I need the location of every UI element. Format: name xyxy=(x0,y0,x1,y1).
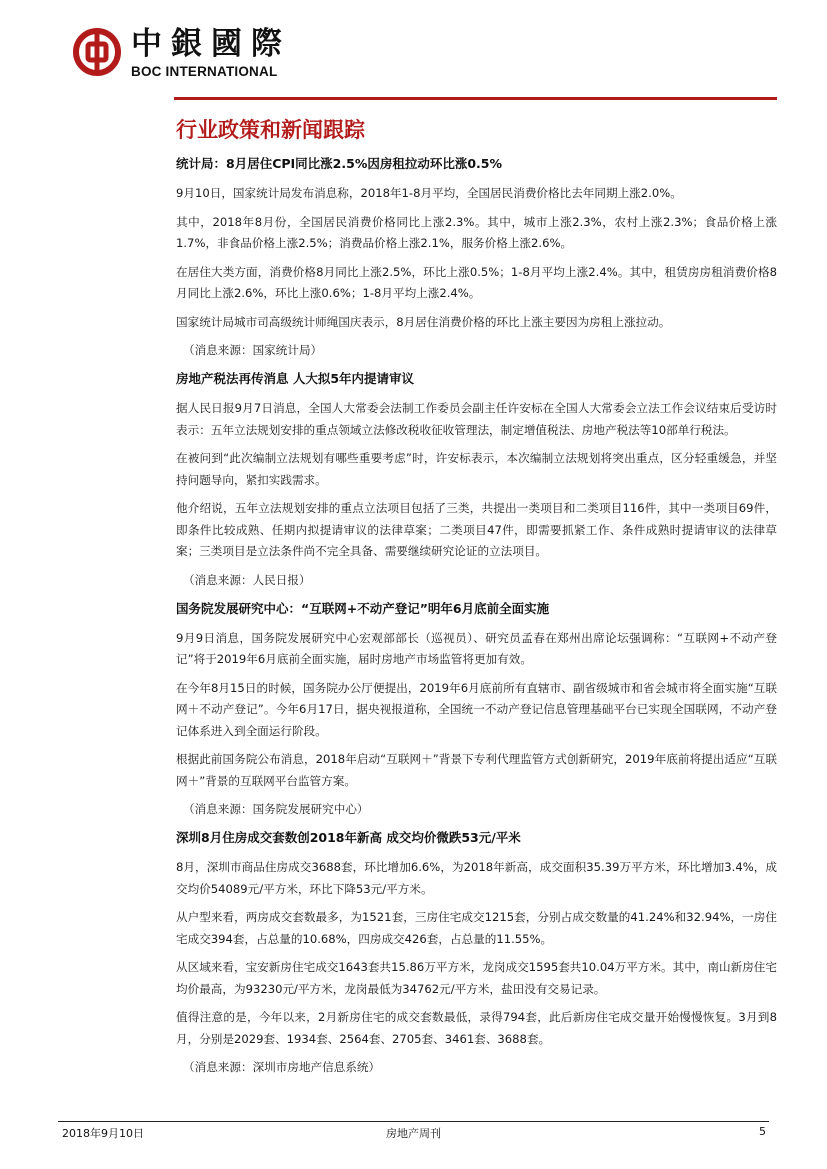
article-paragraph: 从区域来看，宝安新房住宅成交1643套共15.86万平方米，龙岗成交1595套共10.04万平方米。其中，南山新房住宅均价最高，为93230元/平方米，龙岗最低为34762元/平方米，盐田没有交易记录。 xyxy=(176,960,777,996)
footer-publication-title: 房地产周刊 xyxy=(386,1127,441,1140)
article-source: （消息来源：国家统计局） xyxy=(183,343,323,357)
footer-date: 2018年9月10日 xyxy=(62,1127,144,1140)
article-paragraph: 他介绍说，五年立法规划安排的重点立法项目包括了三类，共提出一类项目和二类项目116件，其中一类项目69件，即条件比较成熟、任期内拟提请审议的法律草案；二类项目47件，即需要抓紧工作、条件成熟时提请审议的法律草案；三类项目是立法条件尚不完全具备、需要继续研究论证的立法项目。 xyxy=(176,501,777,558)
logo-english-name: BOC INTERNATIONAL xyxy=(131,64,278,79)
article-headline: 国务院发展研究中心：“互联网+不动产登记”明年6月底前全面实施 xyxy=(176,600,550,616)
article-headline: 房地产税法再传消息 人大拟5年内提请审议 xyxy=(176,371,415,386)
article-source: （消息来源：深圳市房地产信息系统） xyxy=(183,1060,381,1074)
boc-emblem-icon xyxy=(73,28,121,76)
news-content xyxy=(176,155,777,1087)
boc-logo xyxy=(73,26,313,82)
article-paragraph: 9月9日消息，国务院发展研究中心宏观部部长（巡视员）、研究员孟春在郑州出席论坛强调称：“互联网+不动产登记”将于2019年6月底前全面实施，届时房地产市场监管将更加有效。 xyxy=(176,630,777,666)
article-paragraph: 根据此前国务院公布消息，2018年启动“互联网＋”背景下专利代理监管方式创新研究，2019年底前将提出适应“互联网＋”背景的互联网平台监管方案。 xyxy=(176,752,777,788)
article-paragraph: 国家统计局城市司高级统计师绳国庆表示，8月居住消费价格的环比上涨主要因为房租上涨拉动。 xyxy=(176,314,671,329)
article-paragraph: 其中，2018年8月份，全国居民消费价格同比上涨2.3%。其中，城市上涨2.3%，农村上涨2.3%；食品价格上涨1.7%，非食品价格上涨2.5%；消费品价格上涨2.1%，服务价格上涨2.6%。 xyxy=(176,214,777,250)
logo-chinese-name: 中銀國際 xyxy=(131,26,291,62)
article-paragraph: 从户型来看，两房成交套数最多，为1521套，三房住宅成交1215套，分别占成交数量的41.24%和32.94%，一房住宅成交394套，占总量的10.68%，四房成交426套，占总量的11.55%。 xyxy=(176,910,777,946)
article-paragraph: 9月10日，国家统计局发布消息称，2018年1-8月平均，全国居民消费价格比去年同期上涨2.0%。 xyxy=(176,186,682,200)
article-paragraph: 在被问到“此次编制立法规划有哪些重要考虑”时，许安标表示，本次编制立法规划将突出重点，区分轻重缓急，并坚持问题导向，紧扣实践需求。 xyxy=(176,451,777,487)
article-source: （消息来源：国务院发展研究中心） xyxy=(183,802,369,816)
footer-divider xyxy=(58,1121,769,1122)
article-paragraph: 在居住大类方面，消费价格8月同比上涨2.5%，环比上涨0.5%；1-8月平均上涨2.4%。其中，租赁房房租消费价格8月同比上涨2.6%，环比上涨0.6%；1-8月平均上涨2.4%。 xyxy=(176,264,777,300)
article-source: （消息来源：人民日报） xyxy=(183,572,311,587)
news-article xyxy=(176,600,777,820)
article-paragraph: 8月，深圳市商品住房成交3688套，环比增加6.6%，为2018年新高，成交面积35.39万平方米，环比增加3.4%，成交均价54089元/平方米，环比下降53元/平方米。 xyxy=(176,860,777,896)
article-headline: 深圳8月住房成交套数创2018年新高 成交均价微跌53元/平米 xyxy=(176,830,521,845)
news-article xyxy=(176,155,777,360)
news-article xyxy=(176,370,777,590)
news-article xyxy=(176,829,777,1077)
article-paragraph: 在今年8月15日的时候，国务院办公厅便提出，2019年6月底前所有直辖市、副省级城市和省会城市将全面实施“互联网＋不动产登记”。今年6月17日，据央视报道称，全国统一不动产登记信息管理基础平台已实现全国联网，不动产登记体系进入到全面运行阶段。 xyxy=(176,680,777,738)
section-title: 行业政策和新闻跟踪 xyxy=(176,117,365,142)
article-paragraph: 值得注意的是，今年以来，2月新房住宅的成交套数最低，录得794套，此后新房住宅成交量开始慢慢恢复。3月到8月，分别是2029套、1934套、2564套、2705套、3461套、3688套。 xyxy=(176,1010,777,1046)
header-divider xyxy=(174,97,777,100)
article-headline: 统计局：8月居住CPI同比涨2.5%因房租拉动环比涨0.5% xyxy=(176,156,503,171)
article-paragraph: 据人民日报9月7日消息，全国人大常委会法制工作委员会副主任许安标在全国人大常委会立法工作会议结束后受访时表示：五年立法规划安排的重点领域立法修改税收征收管理法，制定增值税法、房地产税法等10部单行税法。 xyxy=(176,401,777,437)
page-number: 5 xyxy=(759,1125,766,1138)
